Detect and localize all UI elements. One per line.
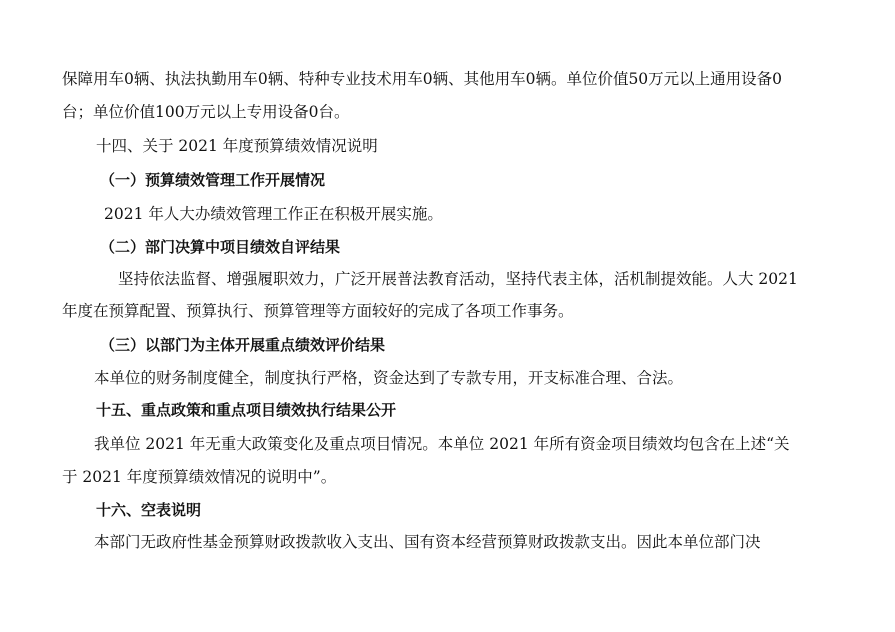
- subheading-2-text-line-2: 年度在预算配置、预算执行、预算管理等方面较好的完成了各项工作事务。: [62, 302, 574, 320]
- paragraph-vehicles-line-1: 保障用车0辆、执法执勤用车0辆、特种专业技术用车0辆、其他用车0辆。单位价值50万元以上通用设备0: [62, 70, 783, 88]
- section-15-text-line-2: 于 2021 年度预算绩效情况的说明中”。: [62, 468, 337, 486]
- subheading-3: （三）以部门为主体开展重点绩效评价结果: [100, 336, 386, 354]
- paragraph-vehicles-line-2: 台；单位价值100万元以上专用设备0台。: [62, 103, 350, 121]
- section-heading-15: 十五、重点政策和重点项目绩效执行结果公开: [96, 401, 397, 419]
- subheading-2: （二）部门决算中项目绩效自评结果: [100, 238, 341, 256]
- subheading-3-text: 本单位的财务制度健全，制度执行严格，资金达到了专款专用，开支标准合理、合法。: [94, 369, 684, 387]
- subheading-2-text-line-1: 坚持依法监督、增强履职效力，广泛开展普法教育活动，坚持代表主体，活机制提效能。人大 2021: [118, 270, 798, 288]
- section-heading-14: 十四、关于 2021 年度预算绩效情况说明: [96, 137, 378, 155]
- subheading-1: （一）预算绩效管理工作开展情况: [100, 171, 326, 189]
- section-heading-16: 十六、空表说明: [96, 501, 202, 519]
- section-16-text: 本部门无政府性基金预算财政拨款收入支出、国有资本经营预算财政拨款支出。因此本单位部门决: [94, 533, 761, 551]
- section-15-text-line-1: 我单位 2021 年无重大政策变化及重点项目情况。本单位 2021 年所有资金项目绩效均包含在上述“关: [94, 435, 790, 453]
- subheading-1-text: 2021 年人大办绩效管理工作正在积极开展实施。: [104, 205, 443, 223]
